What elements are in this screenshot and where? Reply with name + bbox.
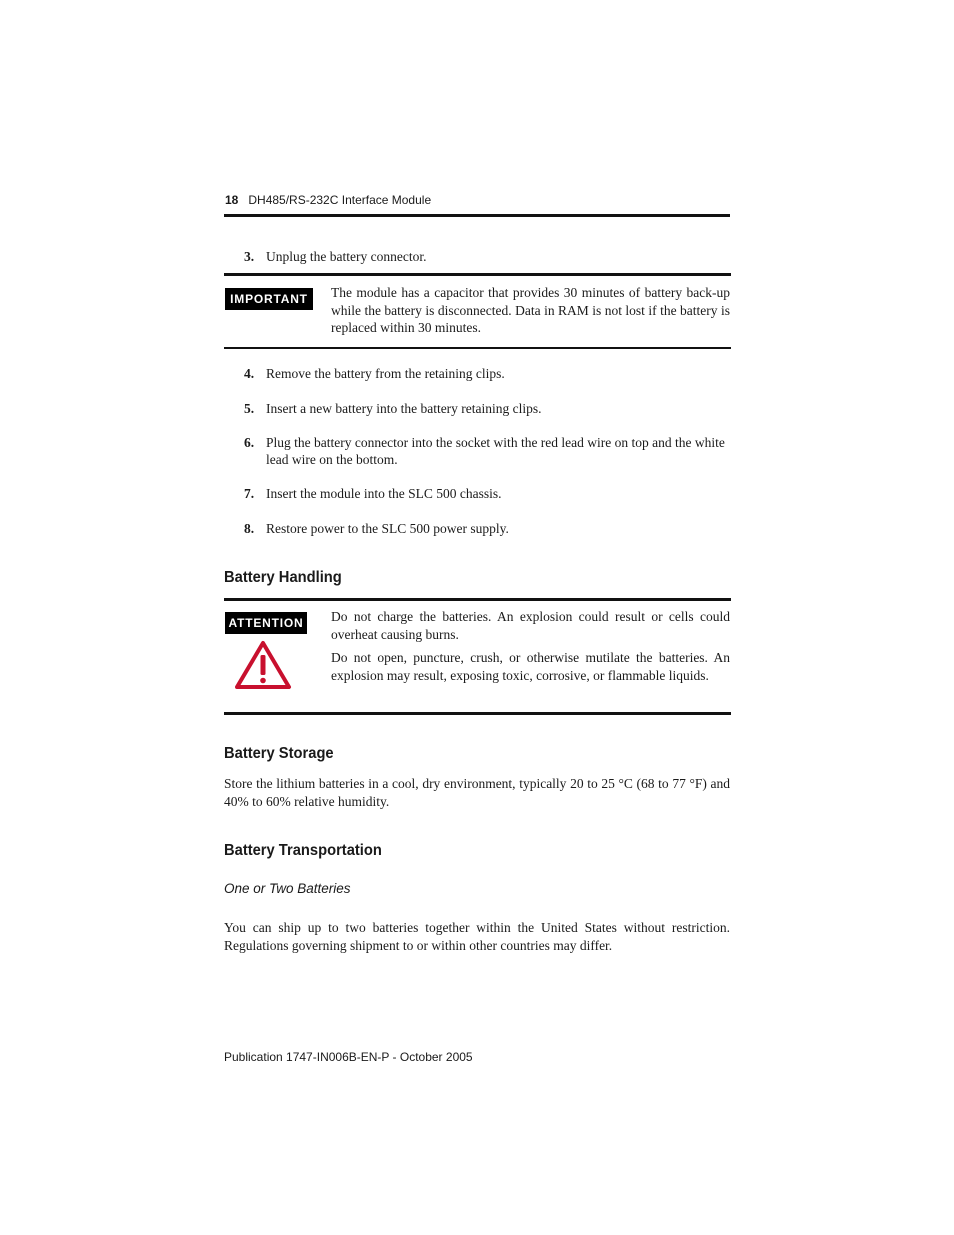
important-bottom-rule [224, 347, 731, 349]
attention-text-2: Do not open, puncture, crush, or otherwise mutilate the batteries. An explosion may result, exposing toxic, corrosive, or flammable liquids. [331, 650, 730, 683]
step-text: Remove the battery from the retaining clips. [266, 366, 505, 381]
step-number: 4. [244, 366, 255, 381]
step-item [244, 400, 730, 417]
step-item [244, 485, 730, 502]
step-text: Restore power to the SLC 500 power supply. [266, 521, 509, 536]
section-heading-battery-storage: Battery Storage [224, 745, 334, 762]
attention-bottom-rule [224, 712, 731, 715]
important-top-rule [224, 273, 731, 276]
warning-triangle-icon [234, 640, 292, 690]
header-rule [224, 214, 730, 217]
step-item [244, 434, 730, 468]
battery-transportation-text: You can ship up to two batteries together within the United States without restriction. Regulations governing shipment to or within other countries may differ. [224, 920, 730, 953]
important-text: The module has a capacitor that provides 30 minutes of battery back-up while the battery is disconnected. Data in RAM is not lost if the battery is replaced within 30 minutes. [331, 285, 730, 335]
step-number: 8. [244, 521, 255, 536]
step-item [244, 248, 730, 265]
step-number: 7. [244, 486, 255, 501]
attention-text-1: Do not charge the batteries. An explosion could result or cells could overheat causing burns. [331, 609, 730, 642]
step-text: Plug the battery connector into the socket with the red lead wire on top and the white lead wire on the bottom. [266, 435, 725, 467]
publication-footer: Publication 1747-IN006B-EN-P - October 2005 [224, 1050, 473, 1064]
document-title: DH485/RS-232C Interface Module [248, 193, 432, 207]
subheading-one-or-two-batteries: One or Two Batteries [224, 881, 351, 896]
section-heading-battery-transportation: Battery Transportation [224, 842, 382, 859]
page-number: 18 [225, 193, 239, 207]
attention-top-rule [224, 598, 731, 601]
step-text: Unplug the battery connector. [266, 249, 427, 264]
step-number: 5. [244, 401, 255, 416]
step-text: Insert the module into the SLC 500 chassis. [266, 486, 502, 501]
step-item [244, 520, 730, 537]
battery-storage-text: Store the lithium batteries in a cool, dry environment, typically 20 to 25 °C (68 to 77 °F) and 40% to 60% relative humidity. [224, 776, 730, 809]
attention-label: ATTENTION [225, 612, 307, 634]
important-label: IMPORTANT [225, 288, 313, 310]
step-item [244, 365, 730, 382]
step-number: 6. [244, 435, 255, 450]
section-heading-battery-handling: Battery Handling [224, 569, 342, 586]
step-number: 3. [244, 249, 255, 264]
running-header [225, 192, 431, 208]
step-text: Insert a new battery into the battery retaining clips. [266, 401, 542, 416]
